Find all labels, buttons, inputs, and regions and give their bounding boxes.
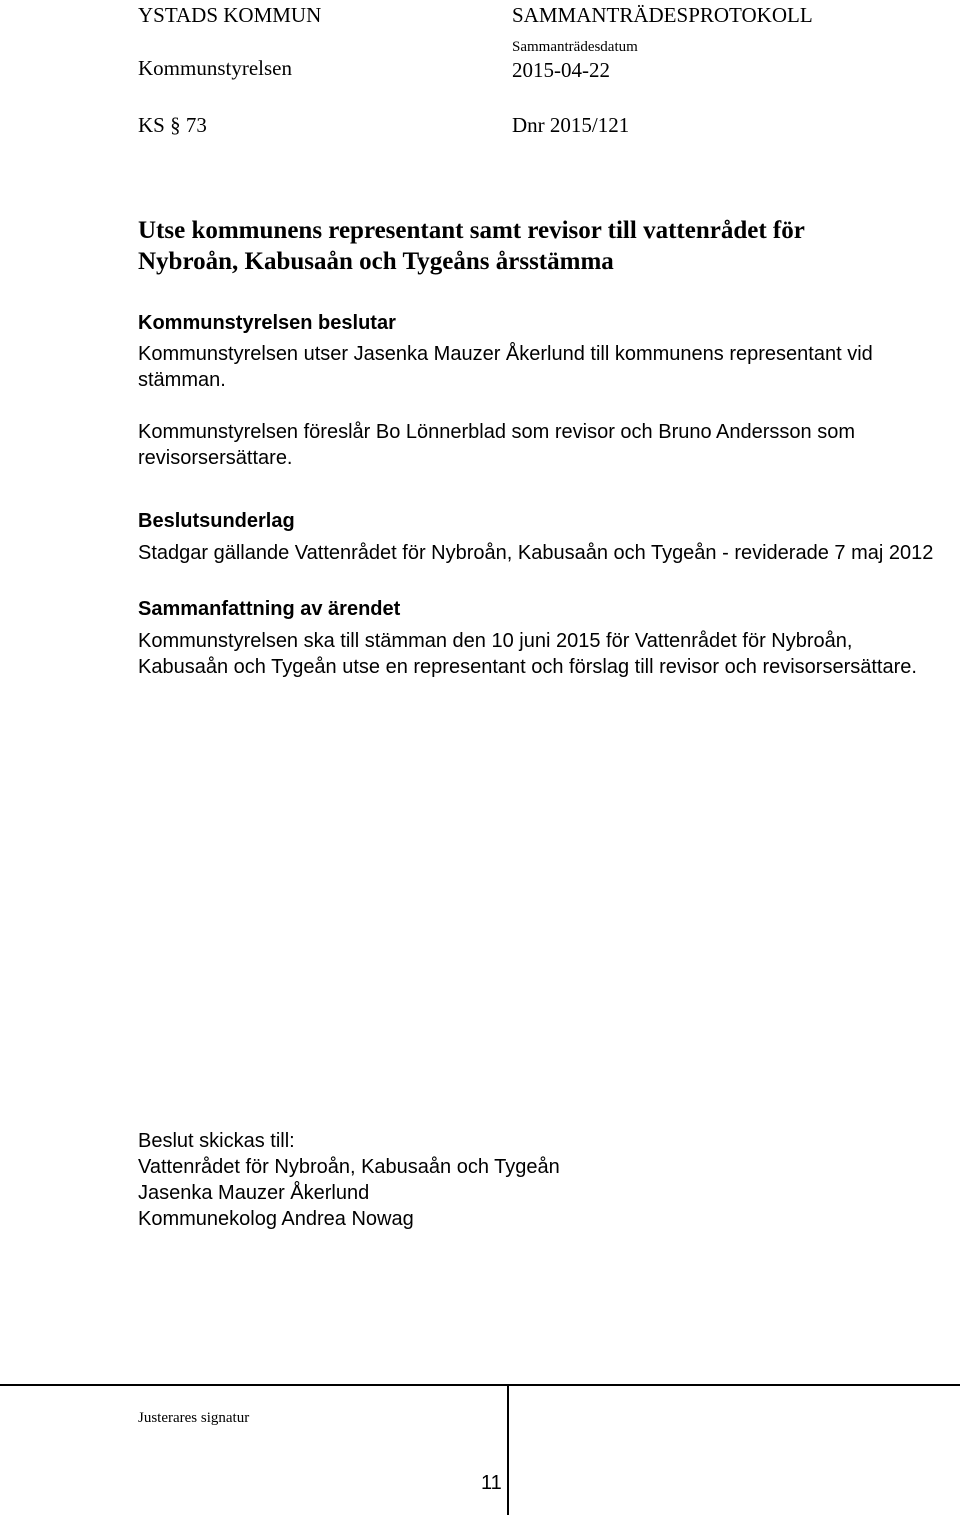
signature-label: Justerares signatur xyxy=(138,1410,250,1426)
footer-vertical-divider xyxy=(507,1384,509,1515)
title-line-2: Nybroån, Kabusaån och Tygeåns årsstämma xyxy=(138,248,614,275)
committee-name: Kommunstyrelsen xyxy=(138,56,292,80)
basis-heading: Beslutsunderlag xyxy=(138,510,295,532)
decision-p2-line-2: revisorsersättare. xyxy=(138,447,293,469)
basis-text: Stadgar gällande Vattenrådet för Nybroån, Kabusaån och Tygeån - reviderade 7 maj 2012 xyxy=(138,542,934,564)
meeting-date-label: Sammanträdesdatum xyxy=(512,39,638,55)
decision-p1-line-2: stämman. xyxy=(138,369,226,391)
summary-heading: Sammanfattning av ärendet xyxy=(138,598,401,620)
recipient-item: Vattenrådet för Nybroån, Kabusaån och Tygeån xyxy=(138,1156,560,1178)
decision-p1-line-1: Kommunstyrelsen utser Jasenka Mauzer Åkerlund till kommunens representant vid xyxy=(138,343,873,365)
section-number: KS § 73 xyxy=(138,113,207,137)
distribution-label: Beslut skickas till: xyxy=(138,1130,295,1152)
summary-text xyxy=(138,628,917,680)
footer-divider xyxy=(0,1384,960,1386)
meeting-date: 2015-04-22 xyxy=(512,58,610,82)
recipient-item: Kommunekolog Andrea Nowag xyxy=(138,1208,414,1230)
document-type: SAMMANTRÄDESPROTOKOLL xyxy=(512,3,813,27)
decision-p2-line-1: Kommunstyrelsen föreslår Bo Lönnerblad som revisor och Bruno Andersson som xyxy=(138,421,856,443)
page-number: 11 xyxy=(481,1472,502,1494)
summary-line-2: Kabusaån och Tygeån utse en representant och förslag till revisor och revisorsersättare. xyxy=(138,656,917,678)
decision-heading: Kommunstyrelsen beslutar xyxy=(138,312,396,334)
page-title xyxy=(138,215,805,277)
municipality-name: YSTADS KOMMUN xyxy=(138,3,322,27)
summary-line-1: Kommunstyrelsen ska till stämman den 10 juni 2015 för Vattenrådet för Nybroån, xyxy=(138,630,853,652)
decision-paragraph-2 xyxy=(138,419,855,471)
recipient-item: Jasenka Mauzer Åkerlund xyxy=(138,1182,370,1204)
registration-number: Dnr 2015/121 xyxy=(512,113,630,137)
distribution-list xyxy=(138,1128,560,1232)
title-line-1: Utse kommunens representant samt revisor till vattenrådet för xyxy=(138,217,805,244)
decision-paragraph-1 xyxy=(138,341,873,393)
